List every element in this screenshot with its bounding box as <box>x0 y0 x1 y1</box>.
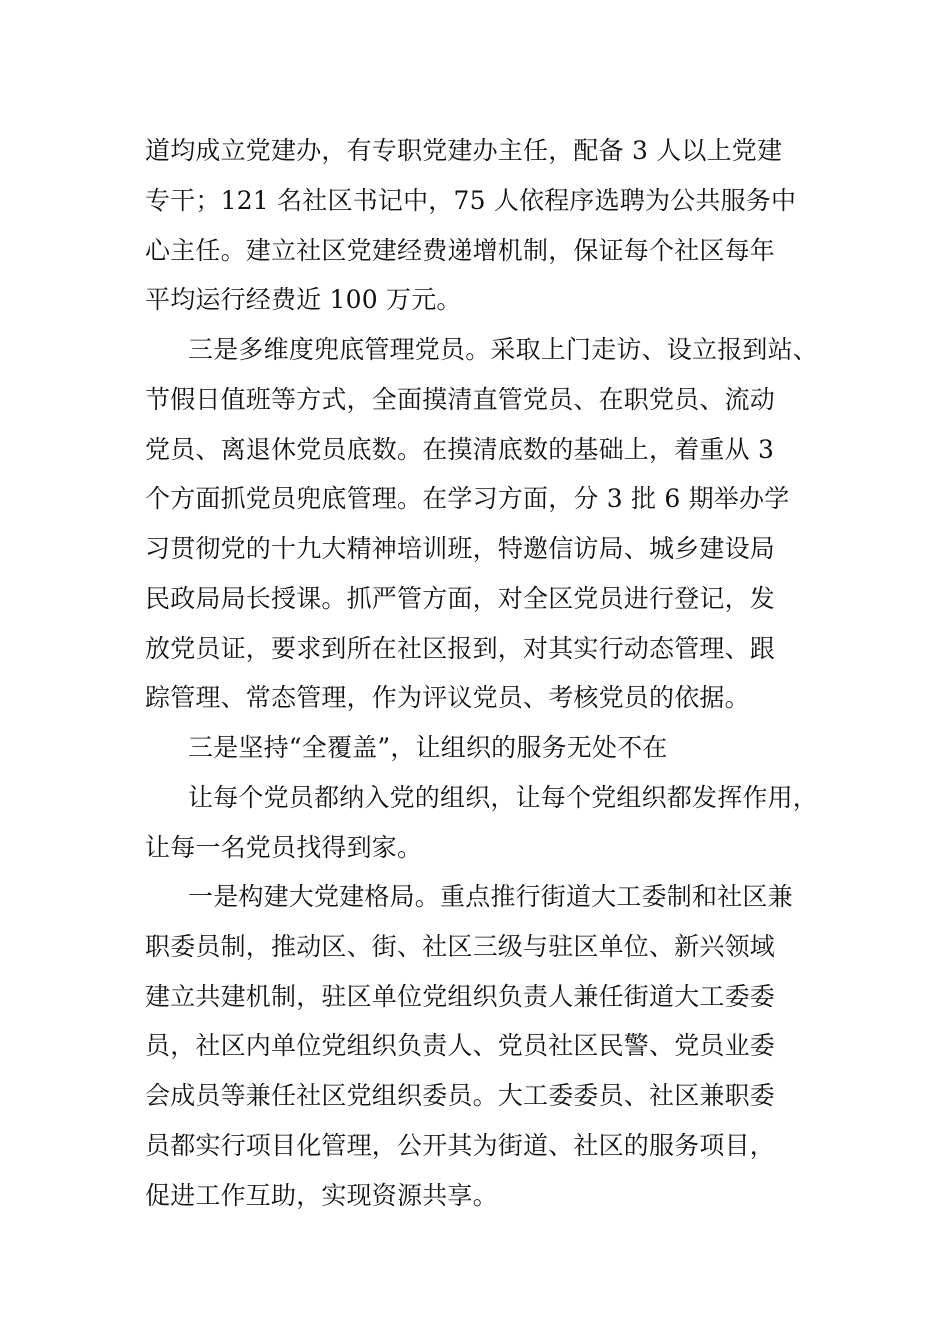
text-line: 专干；121 名社区书记中，75 人依程序选聘为公共服务中 <box>145 186 797 215</box>
text-line: 平均运行经费近 100 万元。 <box>145 285 462 314</box>
text-line: 心主任。建立社区党建经费递增机制，保证每个社区每年 <box>145 236 776 265</box>
text-line: 让每一名党员找得到家。 <box>145 833 423 862</box>
text-line: 促进工作互助，实现资源共享。 <box>145 1181 498 1210</box>
section-heading: 三是坚持“全覆盖”，让组织的服务无处不在 <box>188 733 668 762</box>
text-line: 建立共建机制，驻区单位党组织负责人兼任街道大工委委 <box>145 982 776 1011</box>
text-line: 踪管理、常态管理，作为评议党员、考核党员的依据。 <box>145 683 750 712</box>
text-line: 放党员证，要求到所在社区报到，对其实行动态管理、跟 <box>145 634 776 663</box>
text-line: 会成员等兼任社区党组织委员。大工委委员、社区兼职委 <box>145 1081 776 1110</box>
paragraph-first-line: 一是构建大党建格局。重点推行街道大工委制和社区兼 <box>188 882 793 911</box>
paragraph-first-line: 三是多维度兜底管理党员。采取上门走访、设立报到站、 <box>188 335 819 364</box>
text-line: 道均成立党建办，有专职党建办主任，配备 3 人以上党建 <box>145 136 783 165</box>
text-line: 习贯彻党的十九大精神培训班，特邀信访局、城乡建设局 <box>145 534 776 563</box>
text-line: 个方面抓党员兜底管理。在学习方面，分 3 批 6 期举办学 <box>145 484 790 513</box>
text-line: 节假日值班等方式，全面摸清直管党员、在职党员、流动 <box>145 385 776 414</box>
text-line: 民政局局长授课。抓严管方面，对全区党员进行登记，发 <box>145 584 776 613</box>
text-line: 职委员制，推动区、街、社区三级与驻区单位、新兴领域 <box>145 932 776 961</box>
text-line: 党员、离退休党员底数。在摸清底数的基础上，着重从 3 <box>145 435 775 464</box>
text-line: 员都实行项目化管理，公开其为街道、社区的服务项目， <box>145 1131 776 1160</box>
paragraph-first-line: 让每个党员都纳入党的组织，让每个党组织都发挥作用， <box>188 783 819 812</box>
text-line: 员，社区内单位党组织负责人、党员社区民警、党员业委 <box>145 1031 776 1060</box>
